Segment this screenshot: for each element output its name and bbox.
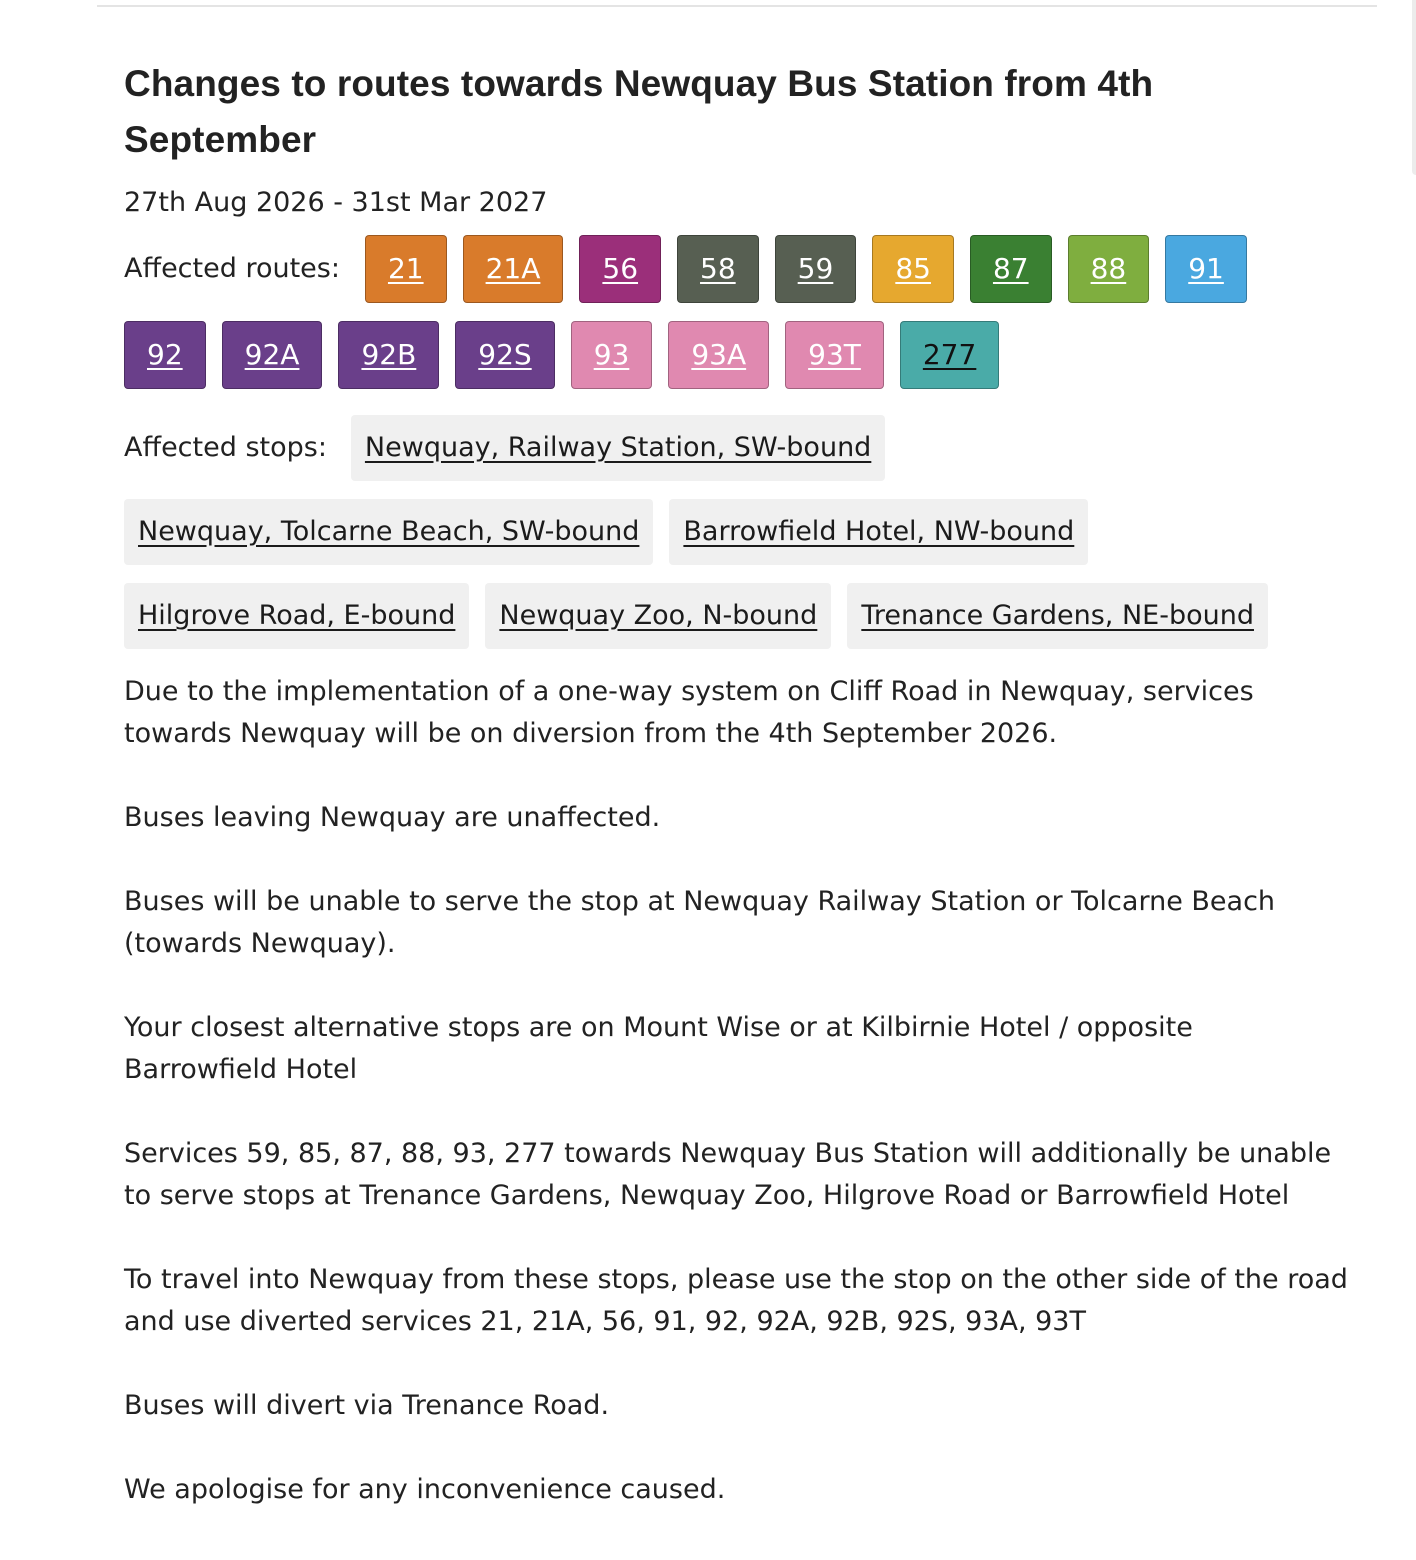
disruption-notice: [124, 56, 1354, 1511]
top-divider: [97, 5, 1377, 7]
affected-routes: [124, 235, 1354, 389]
route-link-87[interactable]: 87: [970, 235, 1052, 303]
affected-stops-label: Affected stops:: [124, 432, 327, 463]
stop-link-newquay-zoo[interactable]: Newquay Zoo, N-bound: [485, 583, 831, 649]
stop-link-newquay-railway-station[interactable]: Newquay, Railway Station, SW-bound: [351, 415, 885, 481]
stop-link-newquay-tolcarne-beach[interactable]: Newquay, Tolcarne Beach, SW-bound: [124, 499, 653, 565]
route-link-93t[interactable]: 93T: [785, 321, 884, 389]
route-link-91[interactable]: 91: [1165, 235, 1247, 303]
route-link-92a[interactable]: 92A: [222, 321, 323, 389]
route-link-59[interactable]: 59: [775, 235, 857, 303]
notice-title: Changes to routes towards Newquay Bus Station from 4th September: [124, 63, 1154, 160]
notice-paragraph: We apologise for any inconvenience caused.: [124, 1474, 726, 1505]
route-link-93[interactable]: 93: [571, 321, 653, 389]
route-link-92b[interactable]: 92B: [338, 321, 439, 389]
stop-link-barrowfield-hotel[interactable]: Barrowfield Hotel, NW-bound: [669, 499, 1088, 565]
route-link-277[interactable]: 277: [900, 321, 999, 389]
notice-paragraph: Buses will divert via Trenance Road.: [124, 1390, 610, 1421]
notice-paragraph: Services 59, 85, 87, 88, 93, 277 towards Newquay Bus Station will additionally be unable to serve stops at Trenance Gardens, Newquay Zoo, Hilgrove Road or Barrowfield Hotel: [124, 1138, 1332, 1211]
stop-link-hilgrove-road[interactable]: Hilgrove Road, E-bound: [124, 583, 469, 649]
notice-body: [124, 671, 1354, 1511]
notice-date-range: 27th Aug 2026 - 31st Mar 2027: [124, 187, 548, 218]
notice-paragraph: Due to the implementation of a one-way system on Cliff Road in Newquay, services towards Newquay will be on diversion from the 4th September 2026.: [124, 676, 1254, 749]
stop-link-trenance-gardens[interactable]: Trenance Gardens, NE-bound: [847, 583, 1268, 649]
route-link-92s[interactable]: 92S: [455, 321, 554, 389]
route-link-56[interactable]: 56: [579, 235, 661, 303]
route-link-21[interactable]: 21: [365, 235, 447, 303]
page-edge-shadow: [1412, 0, 1416, 175]
notice-paragraph: To travel into Newquay from these stops, please use the stop on the other side of the road and use diverted services 21, 21A, 56, 91, 92, 92A, 92B, 92S, 93A, 93T: [124, 1264, 1348, 1337]
route-link-93a[interactable]: 93A: [668, 321, 769, 389]
route-link-88[interactable]: 88: [1068, 235, 1150, 303]
notice-paragraph: Buses will be unable to serve the stop at Newquay Railway Station or Tolcarne Beach (towards Newquay).: [124, 886, 1276, 959]
route-link-58[interactable]: 58: [677, 235, 759, 303]
route-link-21a[interactable]: 21A: [463, 235, 564, 303]
affected-stops: [124, 415, 1354, 649]
route-link-92[interactable]: 92: [124, 321, 206, 389]
notice-paragraph: Your closest alternative stops are on Mount Wise or at Kilbirnie Hotel / opposite Barrowfield Hotel: [124, 1012, 1193, 1085]
notice-paragraph: Buses leaving Newquay are unaffected.: [124, 802, 661, 833]
affected-routes-label: Affected routes:: [124, 253, 340, 284]
route-link-85[interactable]: 85: [872, 235, 954, 303]
